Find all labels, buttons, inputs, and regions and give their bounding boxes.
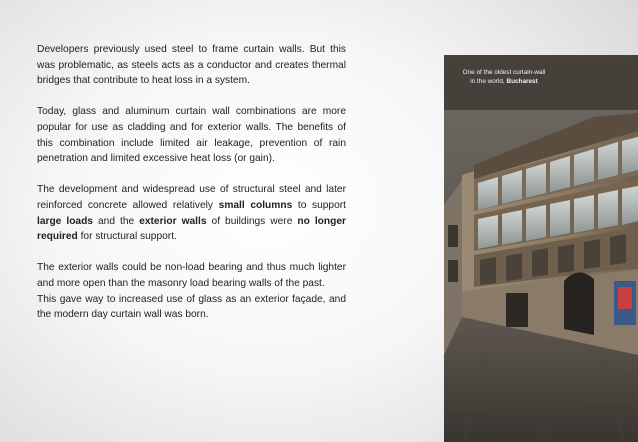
caption-line-2: in the world, <box>470 78 507 85</box>
text-run: of buildings were <box>206 215 298 227</box>
text-run: for structural support. <box>77 231 177 243</box>
building-photo <box>444 55 638 442</box>
paragraph-glass-aluminum: Today, glass and aluminum curtain wall combinations are more popular for use as cladding and for exterior walls. The benefits of this combination include limited air leakage, prevention of rain penetration and limited excessive heat loss (or gain). <box>37 106 346 165</box>
text-run: and the <box>92 215 140 227</box>
slide-body-text <box>37 42 346 323</box>
emphasis-exterior-walls: exterior walls <box>139 215 207 227</box>
text-run: The development and widespread use of structural steel and later reinforced concrete allowed relatively <box>37 184 346 211</box>
caption-place: Bucharest <box>506 78 538 85</box>
paragraph-curtain-wall-born: This gave way to increased use of glass as an exterior façade, and the modern day curtain wall was born. <box>37 293 346 321</box>
paragraph-structural-steel <box>37 182 346 244</box>
text-run: to support <box>292 199 346 211</box>
emphasis-small-columns: small columns <box>218 199 293 211</box>
photo-caption <box>446 68 562 86</box>
emphasis-no-longer-required: no longer required <box>37 215 346 243</box>
paragraph-non-load-bearing: The exterior walls could be non-load bearing and thus much lighter and more open than the masonry load bearing walls of the past. <box>37 262 346 289</box>
caption-line-1: One of the oldest curtain-wall <box>462 69 546 76</box>
paragraph-steel-framing: Developers previously used steel to frame curtain walls. But this was problematic, as steels acts as a conductor and creates thermal bridges that contribute to heat loss in a system. <box>37 44 346 87</box>
emphasis-large-loads: large loads <box>37 215 93 227</box>
